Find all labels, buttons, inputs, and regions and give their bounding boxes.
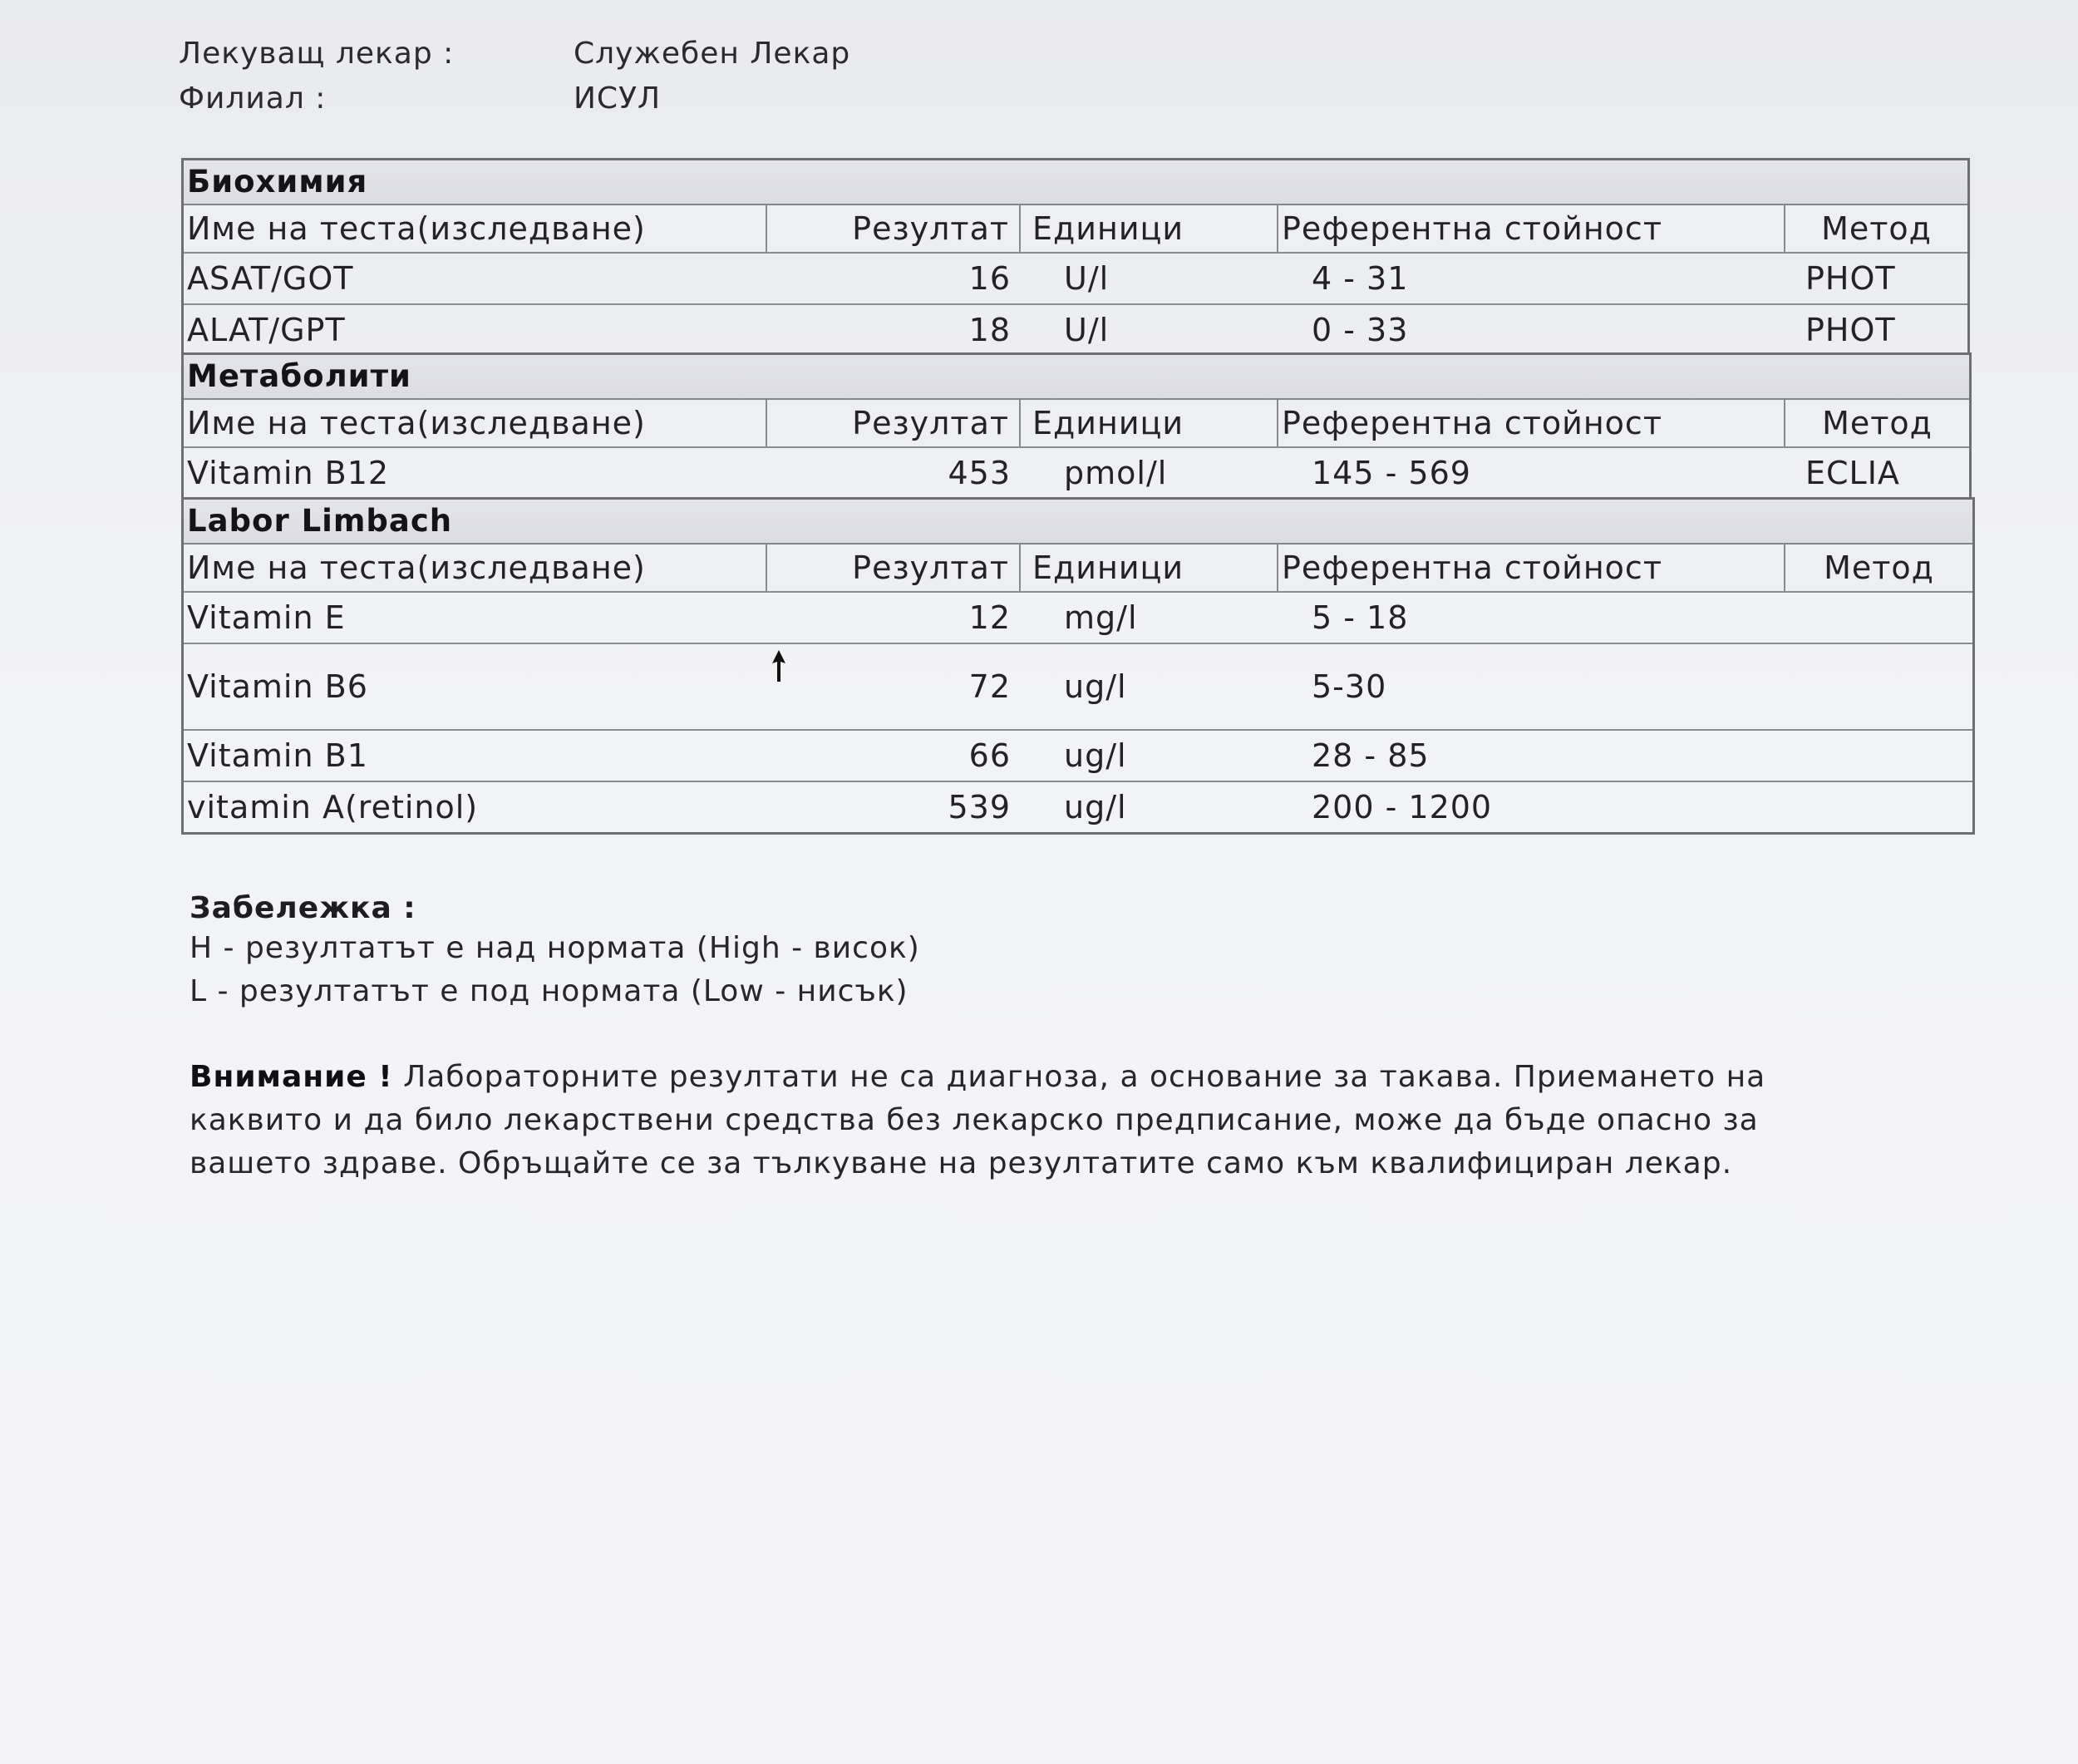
test-result: 18 <box>968 312 1011 348</box>
test-units: ug/l <box>1064 789 1127 825</box>
test-name: Vitamin B6 <box>187 668 368 705</box>
col-header-result: Резултат <box>767 400 1021 446</box>
table-row <box>184 782 1972 832</box>
note-high: H - резултатът е над нормата (High - висок) <box>190 931 920 965</box>
note-low: L - резултатът е под нормата (Low - нисък) <box>190 974 909 1008</box>
test-method: ECLIA <box>1805 455 1900 491</box>
section-title: Метаболити <box>184 355 1969 400</box>
column-header-row <box>184 205 1967 254</box>
test-result: 66 <box>968 737 1011 774</box>
warning-paragraph <box>190 1056 1852 1185</box>
test-result: 72 <box>968 668 1011 705</box>
test-name: Vitamin B12 <box>187 455 390 491</box>
test-name: ASAT/GOT <box>187 260 354 297</box>
col-header-reference: Референтна стойност <box>1278 400 1785 446</box>
warning-text: Лабораторните резултати не са диагноза, а основание за такава. Приемането на каквито и да било лекарствени средства без лекарско предписание, може да бъде опасно за вашето здраве. Обръщайте се за тълкуване на резултатите само към квалифициран лекар. <box>190 1060 1766 1180</box>
col-header-result: Резултат <box>767 544 1021 591</box>
test-reference: 4 - 31 <box>1312 260 1409 297</box>
test-result: 453 <box>948 455 1011 491</box>
col-header-method: Метод <box>1821 210 1932 247</box>
test-name: Vitamin E <box>187 599 346 636</box>
branch-value: ИСУЛ <box>574 81 662 116</box>
test-reference: 5 - 18 <box>1312 599 1409 636</box>
col-header-reference: Референтна стойност <box>1278 544 1785 591</box>
test-units: ug/l <box>1064 737 1127 774</box>
test-reference: 28 - 85 <box>1312 737 1430 774</box>
biochemistry-table <box>181 158 1970 357</box>
col-header-reference: Референтна стойност <box>1278 205 1785 252</box>
table-row <box>184 644 1972 731</box>
doctor-value: Служебен Лекар <box>574 37 851 71</box>
test-method: PHOT <box>1805 312 1896 348</box>
test-units: ug/l <box>1064 668 1127 705</box>
test-units: mg/l <box>1064 599 1138 636</box>
col-header-method: Метод <box>1822 405 1933 441</box>
doctor-label: Лекуващ лекар : <box>179 37 455 71</box>
col-header-name: Име на теста(изследване) <box>184 544 767 591</box>
test-result: 16 <box>968 260 1011 297</box>
test-reference: 0 - 33 <box>1312 312 1409 348</box>
section-title: Биохимия <box>184 160 1967 205</box>
test-reference: 200 - 1200 <box>1312 789 1493 825</box>
warning-label: Внимание ! <box>190 1060 393 1094</box>
metabolites-table <box>181 352 1972 500</box>
column-header-row <box>184 544 1972 593</box>
test-method: PHOT <box>1805 260 1896 297</box>
table-row <box>184 731 1972 782</box>
note-title: Забележка : <box>190 891 416 925</box>
test-reference: 145 - 569 <box>1312 455 1471 491</box>
section-title: Labor Limbach <box>184 500 1972 544</box>
test-units: pmol/l <box>1064 455 1168 491</box>
col-header-name: Име на теста(изследване) <box>184 205 767 252</box>
test-units: U/l <box>1064 260 1110 297</box>
branch-label: Филиал : <box>179 81 327 116</box>
test-units: U/l <box>1064 312 1110 348</box>
test-name: Vitamin B1 <box>187 737 368 774</box>
col-header-name: Име на теста(изследване) <box>184 400 767 446</box>
column-header-row <box>184 400 1969 448</box>
col-header-method: Метод <box>1824 549 1934 586</box>
cursor-arrow-icon <box>771 650 786 683</box>
test-name: vitamin A(retinol) <box>187 789 479 825</box>
table-row <box>184 254 1967 305</box>
test-result: 539 <box>948 789 1011 825</box>
test-reference: 5-30 <box>1312 668 1387 705</box>
test-result: 12 <box>968 599 1011 636</box>
table-row <box>184 448 1969 498</box>
col-header-units: Единици <box>1021 400 1278 446</box>
table-row <box>184 305 1967 355</box>
table-row <box>184 593 1972 644</box>
col-header-units: Единици <box>1021 205 1278 252</box>
labor-limbach-table <box>181 497 1975 835</box>
col-header-units: Единици <box>1021 544 1278 591</box>
test-name: ALAT/GPT <box>187 312 346 348</box>
col-header-result: Резултат <box>767 205 1021 252</box>
